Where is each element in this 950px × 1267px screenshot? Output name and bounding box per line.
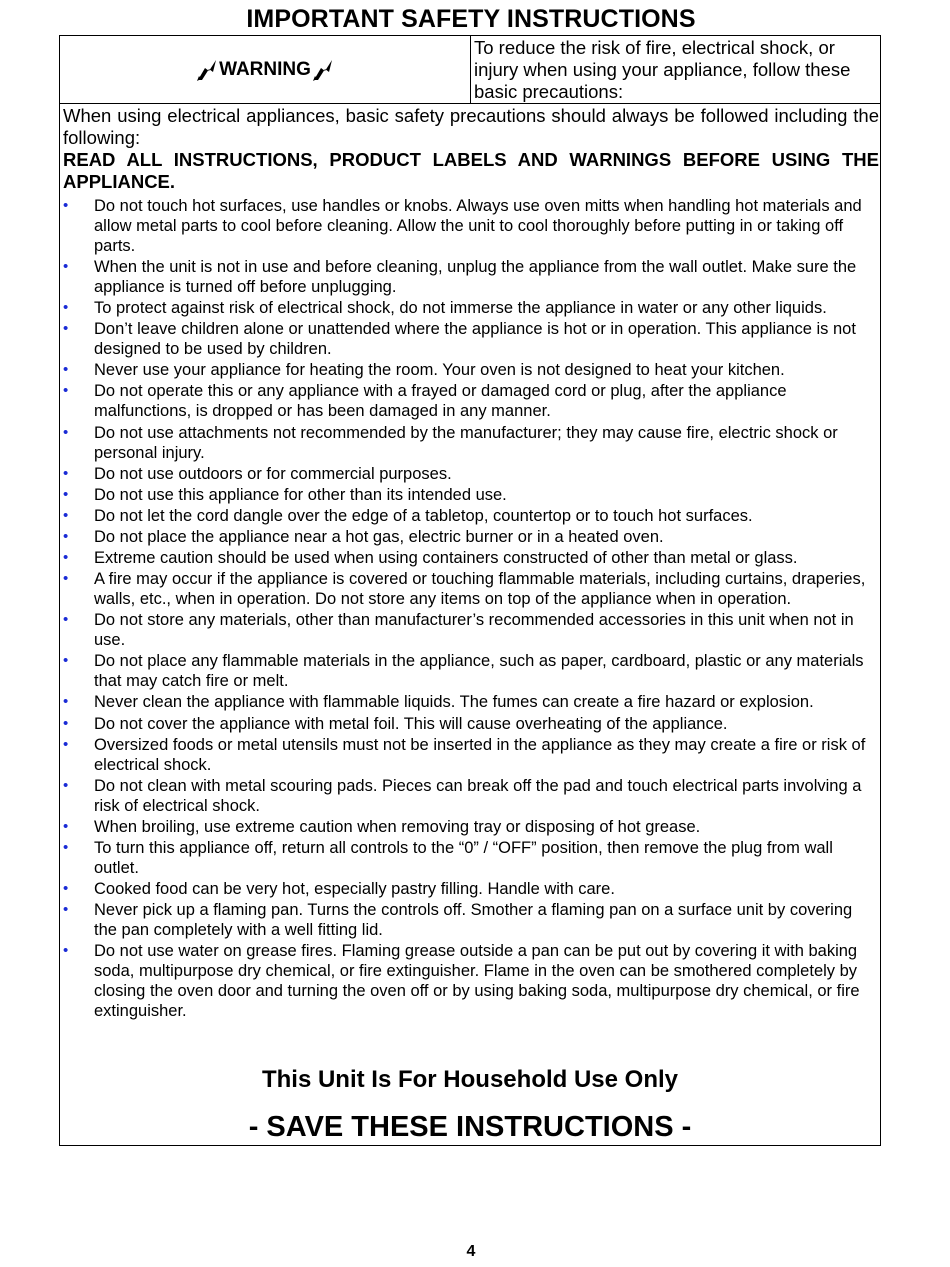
list-item-text: Do not clean with metal scouring pads. Pieces can break off the pad and touch electrical parts involving a risk of electrical shock. [94, 776, 862, 815]
bullet-icon: • [63, 320, 69, 338]
bullet-icon: • [63, 299, 69, 317]
bullet-icon: • [63, 570, 69, 588]
list-item [63, 776, 879, 816]
warning-cell [60, 36, 471, 103]
list-item [63, 569, 879, 609]
instruction-list [63, 196, 879, 1021]
list-item [63, 714, 879, 734]
page-title: IMPORTANT SAFETY INSTRUCTIONS [246, 5, 696, 33]
list-item-text: Do not place the appliance near a hot gas, electric burner or in a heated oven. [94, 527, 664, 546]
list-item [63, 610, 879, 650]
intro-text: When using electrical appliances, basic safety precautions should always be followed including the following: [63, 105, 879, 148]
list-item [63, 879, 879, 899]
lightning-bolt-icon [312, 58, 334, 82]
list-item-text: Do not cover the appliance with metal foil. This will cause overheating of the appliance. [94, 714, 728, 733]
list-item [63, 838, 879, 878]
bullet-icon: • [63, 942, 69, 960]
list-item-text: Do not use this appliance for other than its intended use. [94, 485, 507, 504]
list-item-text: Do not touch hot surfaces, use handles or knobs. Always use oven mitts when handling hot materials and allow metal parts to cool before cleaning. Allow the unit to cool thoroughly before putting in or taking off parts. [94, 197, 862, 255]
list-item-text: Do not use water on grease fires. Flaming grease outside a pan can be put out by covering it with baking soda, multipurpose dry chemical, or fire extinguisher. Flame in the oven can be smothered completely by closing the oven door and turning the oven off or by using baking soda, multipurpose dry chemical, or fire extinguisher. [94, 942, 860, 1021]
bullet-icon: • [63, 361, 69, 379]
bullet-icon: • [63, 693, 69, 711]
instructions-body [63, 105, 879, 1022]
safety-table [59, 35, 881, 1146]
bullet-icon: • [63, 652, 69, 670]
list-item [63, 817, 879, 837]
list-item-text: When the unit is not in use and before cleaning, unplug the appliance from the wall outlet. Make sure the appliance is turned off before unplugging. [94, 258, 857, 297]
list-item [63, 319, 879, 359]
bullet-icon: • [63, 838, 69, 856]
list-item [63, 381, 879, 421]
list-item-text: Do not let the cord dangle over the edge of a tabletop, countertop or to touch hot surfaces. [94, 506, 753, 525]
list-item [63, 423, 879, 463]
list-item [63, 527, 879, 547]
list-item [63, 360, 879, 380]
list-item [63, 900, 879, 940]
list-item [63, 692, 879, 712]
list-item-text: Oversized foods or metal utensils must not be inserted in the appliance as they may create a fire or risk of electrical shock. [94, 735, 866, 774]
bullet-icon: • [63, 901, 69, 919]
list-item-text: Do not store any materials, other than manufacturer’s recommended accessories in this unit when not in use. [94, 611, 854, 650]
list-item-text: Don’t leave children alone or unattended where the appliance is hot or in operation. This appliance is not designed to be used by children. [94, 320, 856, 359]
list-item [63, 485, 879, 505]
list-item [63, 506, 879, 526]
list-item [63, 651, 879, 691]
list-item-text: Extreme caution should be used when using containers constructed of other than metal or glass. [94, 549, 798, 568]
list-item [63, 464, 879, 484]
list-item [63, 196, 879, 256]
bullet-icon: • [63, 506, 69, 524]
warning-label: WARNING [219, 58, 311, 80]
list-item-text: When broiling, use extreme caution when removing tray or disposing of hot grease. [94, 817, 701, 836]
list-item-text: To protect against risk of electrical shock, do not immerse the appliance in water or any other liquids. [94, 299, 827, 318]
lightning-bolt-icon [196, 58, 218, 82]
list-item [63, 298, 879, 318]
bullet-icon: • [63, 817, 69, 835]
household-use-note: This Unit Is For Household Use Only [261, 1066, 679, 1093]
list-item-text: Cooked food can be very hot, especially pastry filling. Handle with care. [94, 879, 615, 898]
warning-row [60, 36, 880, 104]
warning-text: To reduce the risk of fire, electrical shock, or injury when using your appliance, follow these basic precautions: [474, 37, 851, 102]
bullet-icon: • [63, 776, 69, 794]
list-item-text: Do not use attachments not recommended by the manufacturer; they may cause fire, electric shock or personal injury. [94, 423, 838, 462]
list-item [63, 735, 879, 775]
list-item-text: To turn this appliance off, return all controls to the “0” / “OFF” position, then remove the plug from wall outlet. [94, 838, 833, 877]
list-item-text: Do not place any flammable materials in the appliance, such as paper, cardboard, plastic or any materials that may catch fire or melt. [94, 652, 864, 691]
bullet-icon: • [63, 485, 69, 503]
bullet-icon: • [63, 258, 69, 276]
list-item-text: Do not use outdoors or for commercial purposes. [94, 464, 452, 483]
bullet-icon: • [63, 879, 69, 897]
list-item [63, 548, 879, 568]
list-item [63, 941, 879, 1021]
bullet-icon: • [63, 382, 69, 400]
list-item-text: Never pick up a flaming pan. Turns the controls off. Smother a flaming pan on a surface unit by covering the pan completely with a well fitting lid. [94, 901, 853, 940]
list-item-text: Never use your appliance for heating the room. Your oven is not designed to heat your kitchen. [94, 361, 785, 380]
list-item-text: Never clean the appliance with flammable liquids. The fumes can create a fire hazard or explosion. [94, 693, 814, 712]
bullet-icon: • [63, 464, 69, 482]
bullet-icon: • [63, 423, 69, 441]
list-item [63, 257, 879, 297]
bullet-icon: • [63, 197, 69, 214]
bullet-icon: • [63, 735, 69, 753]
list-item-text: Do not operate this or any appliance with a frayed or damaged cord or plug, after the appliance malfunctions, is dropped or has been damaged in any manner. [94, 382, 787, 421]
bullet-icon: • [63, 714, 69, 732]
bullet-icon: • [63, 549, 69, 567]
bullet-icon: • [63, 527, 69, 545]
list-item-text: A fire may occur if the appliance is covered or touching flammable materials, including curtains, draperies, walls, etc., when in operation. Do not store any items on top of the appliance when in operation. [94, 570, 866, 609]
bullet-icon: • [63, 611, 69, 629]
save-instructions-note: - SAVE THESE INSTRUCTIONS - [248, 1111, 692, 1143]
page-number: 4 [466, 1243, 476, 1260]
read-all-heading: READ ALL INSTRUCTIONS, PRODUCT LABELS AND WARNINGS BEFORE USING THE APPLIANCE. [63, 149, 879, 192]
